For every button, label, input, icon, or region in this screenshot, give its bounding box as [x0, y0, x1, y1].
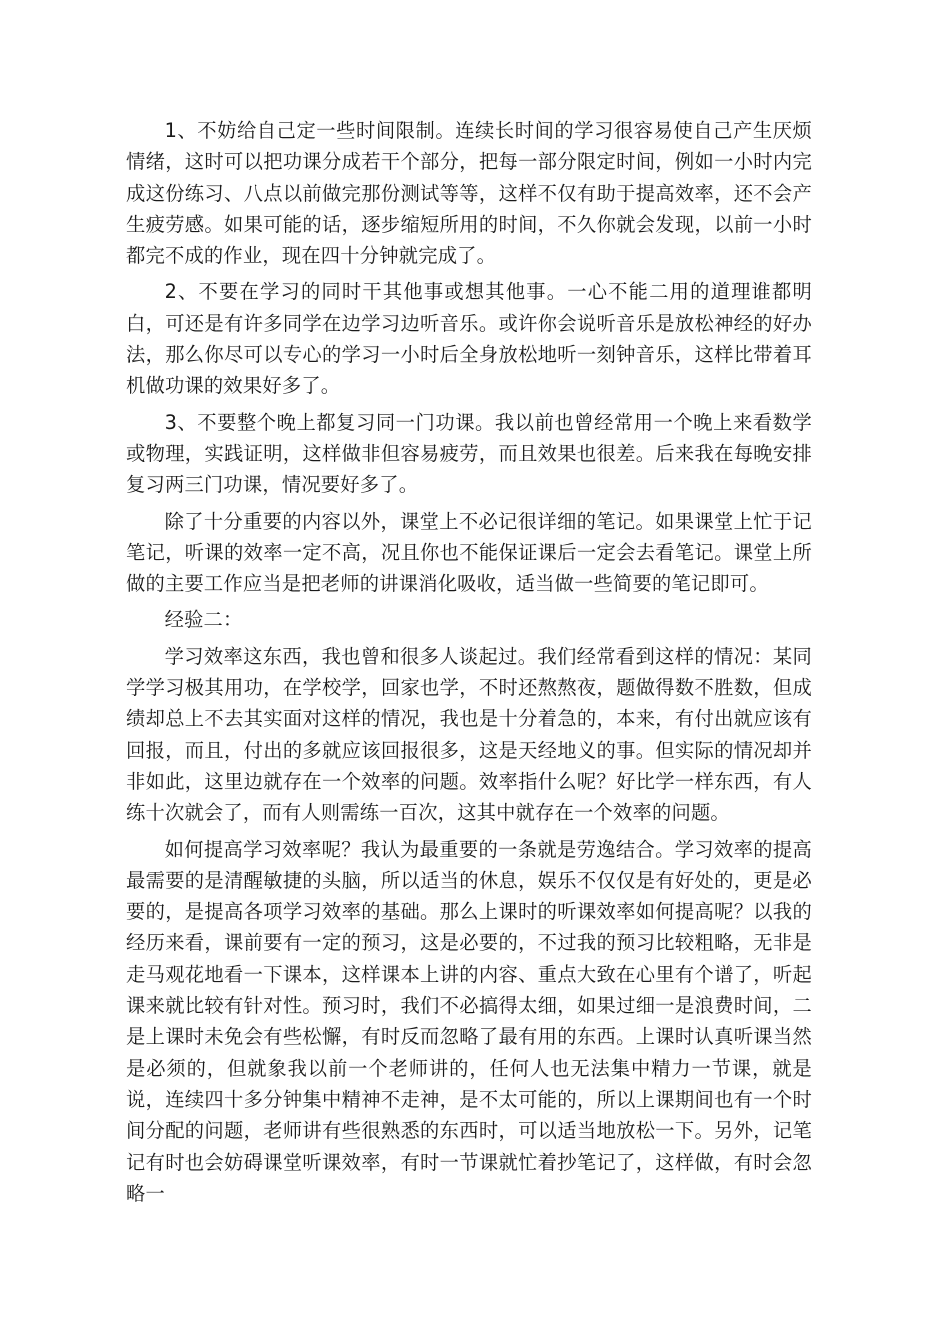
paragraph-how-to-improve: 如何提高学习效率呢？我认为最重要的一条就是劳逸结合。学习效率的提高最需要的是清醒敏捷的头脑，所以适当的休息，娱乐不仅仅是有好处的，更是必要的，是提高各项学习效率的基础。那么上课时的听课效率如何提高呢？以我的经历来看，课前要有一定的预习，这是必要的，不过我的预习比较粗略，无非是走马观花地看一下课本，这样课本上讲的内容、重点大致在心里有个谱了，听起课来就比较有针对性。预习时，我们不必搞得太细，如果过细一是浪费时间，二是上课时未免会有些松懈，有时反而忽略了最有用的东西。上课时认真听课当然是必须的，但就象我以前一个老师讲的，任何人也无法集中精力一节课，就是说，连续四十多分钟集中精神不走神，是不太可能的，所以上课期间也有一个时间分配的问题，老师讲有些很熟悉的东西时，可以适当地放松一下。另外，记笔记有时也会妨碍课堂听课效率，有时一节课就忙着抄笔记了，这样做，有时会忽略一 [126, 837, 812, 1205]
paragraph-tip-2: 2、不要在学习的同时干其他事或想其他事。一心不能二用的道理谁都明白，可还是有许多同学在边学习边听音乐。或许你会说听音乐是放松神经的好办法，那么你尽可以专心的学习一小时后全身放松地听一刻钟音乐，这样比带着耳机做功课的效果好多了。 [126, 280, 812, 398]
paragraph-notes: 除了十分重要的内容以外，课堂上不必记很详细的笔记。如果课堂上忙于记笔记，听课的效率一定不高，况且你也不能保证课后一定会去看笔记。课堂上所做的主要工作应当是把老师的讲课消化吸收，适当做一些简要的笔记即可。 [126, 509, 812, 596]
section-heading-experience-2: 经验二： [164, 608, 243, 632]
document-body [126, 115, 812, 1214]
paragraph-efficiency: 学习效率这东西，我也曾和很多人谈起过。我们经常看到这样的情况：某同学学习极其用功，在学校学，回家也学，不时还熬熬夜，题做得数不胜数，但成绩却总上不去其实面对这样的情况，我也是十分着急的，本来，有付出就应该有回报，而且，付出的多就应该回报很多，这是天经地义的事。但实际的情况却并非如此，这里边就存在一个效率的问题。效率指什么呢？好比学一样东西，有人练十次就会了，而有人则需练一百次，这其中就存在一个效率的问题。 [126, 644, 812, 825]
paragraph-tip-3: 3、不要整个晚上都复习同一门功课。我以前也曾经常用一个晚上来看数学或物理，实践证明，这样做非但容易疲劳，而且效果也很差。后来我在每晚安排复习两三门功课，情况要好多了。 [126, 410, 812, 497]
paragraph-tip-1: 1、不妨给自己定一些时间限制。连续长时间的学习很容易使自己产生厌烦情绪，这时可以把功课分成若干个部分，把每一部分限定时间，例如一小时内完成这份练习、八点以前做完那份测试等等，这样不仅有助于提高效率，还不会产生疲劳感。如果可能的话，逐步缩短所用的时间，不久你就会发现，以前一小时都完不成的作业，现在四十分钟就完成了。 [126, 119, 812, 268]
